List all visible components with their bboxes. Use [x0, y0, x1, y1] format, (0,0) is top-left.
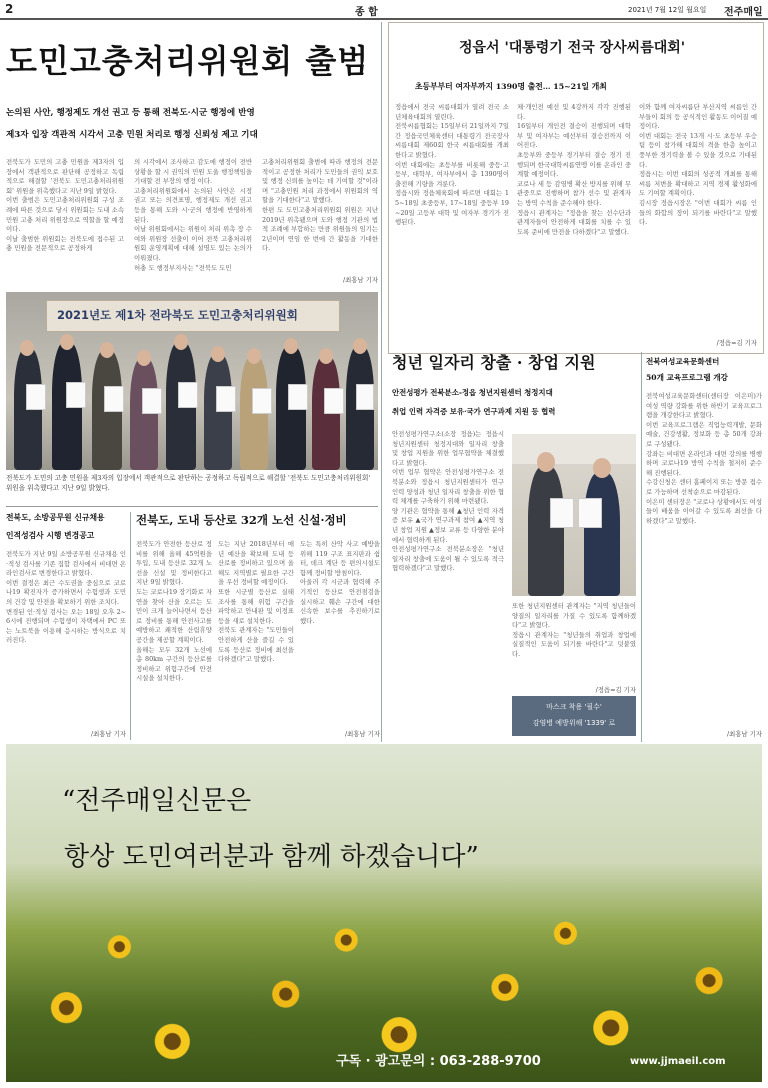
youth-jobs-body-col-1: 안전성평가연구소(소장 정읍)는 정읍시 청년지원센터 청정지대와 일자리 창출 및 창업 지원을 위한 업무협약을 체결했다고 밝혔다. 이번 업무 협약은 안전성평가연구소 전북분소와 정읍시 청년지원센터가 연구 인력 양성과 청년 일자리 창출을 위한 협력 체계를 구축하기 위해 마련됐다. 양 기관은 협약을 통해 ▲청년 인력 자격증 보유 ▲국가 연구과제 참여 ▲지역 청년 창업 지원 ▲정보 교류 등 다양한 분야에서 협력하게 된다. 안전성평가연구소 전북분소장은 "청년 일자리 창출에 도움이 될 수 있도록 적극 협력하겠다"고 말했다.: [392, 430, 504, 573]
hiking-body-col-3: 도는 특히 산악 사고 예방을 위해 119 구조 표지판과 쉼터, 데크 계단 등 편의시설도 함께 정비할 방침이다. 아울러 각 시군과 협력해 주기적인 등산로 안전점검을 실시하고 훼손 구간에 대한 신속한 보수를 추진하기로 했다.: [300, 540, 380, 625]
hiking-article: [136, 512, 380, 740]
cultural-center-title: 전북여성교육문화센터: [646, 357, 720, 366]
fire-exam-body: 전북도가 지난 9일 소방공무원 신규채용 인·적성 검사를 기존 집합 검사에서 비대면 온라인검사로 변경한다고 밝혔다. 이번 결정은 최근 수도권을 중심으로 코로나19 확진자가 증가하면서 수험생과 도민의 건강 및 안전을 확보하기 위한 조치다. 변경된 인·적성 검사는 오는 18일 오후 2~6시에 진행되며 수험생이 자택에서 PC 또는 노트북을 이용해 응시하는 방식으로 치러진다.: [6, 550, 126, 645]
hiking-body-col-2: 도는 지난 2018년부터 매년 예산을 확보해 도내 등산로를 정비하고 있으며 올해도 지역별로 필요한 구간을 우선 정비할 예정이다. 또한 시군별 등산로 실태 조사를 통해 위험 구간을 파악하고 안내판 및 이정표 등을 새로 설치한다. 전북도 관계자는 "도민들이 안전하게 산을 즐길 수 있도록 등산로 정비에 최선을 다하겠다"고 말했다.: [218, 540, 294, 664]
fire-exam-headline: 전북도, 소방공무원 신규채용: [6, 513, 105, 522]
main-headline: 도민고충처리위원회 출범: [6, 42, 370, 80]
main-article: [6, 22, 378, 492]
youth-jobs-body-col-2: 또한 청년지원센터 관계자는 "지역 청년들이 양질의 일자리를 가질 수 있도록 함께하겠다"고 밝혔다. 정읍시 관계자는 "청년들의 취업과 창업에 실질적인 도움이 되기를 바란다"고 덧붙였다.: [512, 602, 636, 658]
cultural-center-byline: /최홍남 기자: [726, 730, 762, 738]
cultural-center-subtitle: 50개 교육프로그램 개강: [646, 373, 728, 382]
main-subheadline-1: 논의된 사안, 행정제도 개선 권고 등 통해 전북도·시군 행정에 반영: [6, 108, 255, 118]
ssireum-headline: 정읍서 '대통령기 전국 장사씨름대회': [459, 40, 686, 56]
main-byline: /최홍남 기자: [342, 276, 378, 284]
ssireum-byline: /정읍=김 기자: [716, 339, 757, 347]
main-body-col-1: 전북도가 도민의 고충 민원을 제3자의 입장에서 객관적으로 판단해 공정하고 독립적으로 해결할 '전북도 도민고충처리위원회' 위원을 위촉했다고 지난 9일 밝혔다. 이번 출범은 도민고충처리위원회 구성 조례에 따른 것으로 당시 위원회는 도내 소속 민원 고충 처리 위원장으로 역할을 할 예정이다. 이날 출범한 위원회는 전북도에 접수된 고충 민원을 전문적으로 공정하게: [6, 158, 124, 253]
ad-notice-box: 마스크 착용 '필수' 감염병 예방위해 '1339' 로: [512, 696, 636, 736]
youth-jobs-article: [388, 350, 638, 740]
photo-banner: 2021년도 제1차 전라북도 도민고충처리위원회: [46, 300, 340, 332]
hiking-headline: 전북도, 도내 등산로 32개 노선 신설·정비: [136, 513, 347, 527]
cultural-center-body: 전북여성교육문화센터(센터장 이은미)가 여성 역량 강화를 위한 하반기 교육프로그램을 개강한다고 밝혔다. 이번 교육프로그램은 직업능력개발, 문화예술, 건강생활, 정보화 등 총 50개 강좌로 구성됐다. 강좌는 비대면 온라인과 대면 강의를 병행하며 코로나19 방역 수칙을 철저히 준수해 진행된다. 수강신청은 센터 홈페이지 또는 방문 접수로 가능하며 선착순으로 마감된다. 이은미 센터장은 "코로나 상황에서도 여성들이 배움을 이어갈 수 있도록 최선을 다하겠다"고 말했다.: [646, 392, 762, 525]
page-header: [0, 0, 768, 20]
ad-contact: 구독 · 광고문의 : 063-288-9700: [336, 1054, 541, 1069]
main-subheadline-2: 제3자 입장 객관적 시각서 고충 민원 처리로 행정 신뢰성 제고 기대: [6, 130, 258, 140]
section-title: 종 합: [355, 7, 378, 18]
ssireum-body-col-3: 이와 함께 여자씨름단 부산지역 씨름인 간부들이 회의 등 공식적인 활동도 이어질 예정이다. 이번 대회는 전국 13개 시·도 초등부 우승팀 등이 참가해 대회의 격을 한층 높이고 풍부한 경기력을 볼 수 있을 것으로 기대된다. 정읍시는 이번 대회의 성공적 개최를 통해 씨름 저변을 확대하고 지역 경제 활성화에도 기여할 계획이다. 김시장 정읍시장은 "이번 대회가 씨름 인들의 화합의 장이 되기를 바란다"고 말했다.: [639, 103, 757, 227]
ad-line-1: “전주매일신문은: [62, 786, 252, 816]
ssireum-subheadline: 초등부부터 여자부까지 1390명 출전… 15~21일 개최: [415, 82, 607, 91]
sunflower-ad[interactable]: [6, 744, 762, 1082]
ad-url[interactable]: www.jjmaeil.com: [630, 1056, 726, 1067]
ad-line-2: 항상 도민여러분과 함께 하겠습니다”: [64, 842, 479, 872]
fire-exam-byline: /최홍남 기자: [90, 730, 126, 738]
cultural-center-article: [646, 352, 762, 740]
hiking-body-col-1: 전북도가 안전한 등산로 정비를 위해 올해 45억원을 투입, 도내 등산로 32개 노선을 신설 및 정비한다고 지난 9일 밝혔다. 도는 코로나19 장기화로 자연을 찾아 산을 오르는 도민이 크게 늘어나면서 등산로 정비를 통해 안전사고를 예방하고 쾌적한 산림휴양 공간을 제공할 계획이다. 올해는 모두 32개 노선에 총 80km 구간의 등산로를 정비하고 위험구간에 안전시설을 설치한다.: [136, 540, 212, 683]
group-photo: [6, 292, 378, 470]
agreement-photo: [512, 434, 636, 596]
ssireum-body-col-1: 정읍에서 전국 씨름대회가 열려 전국 소년체육대회의 열린다. 전북씨름협회는 15일부터 21일까지 7일간 정읍국민체육센터 대통령기 전국장사씨름대회 제60회 한국 씨름대회를 개최한다고 밝혔다. 이번 대회에는 초등부를 비롯해 중등·고등부, 대학부, 여자부에서 총 1390명이 출전해 기량을 겨룬다. 정읍시와 정읍체육회에 따르면 대회는 15~18일 초중등부, 17~18일 중등부 19~20일 고등부 대학 및 여자부 경기가 진행된다.: [395, 103, 509, 227]
page-number: 2: [5, 2, 14, 16]
main-body-col-3: 고충처리위원회 출범에 따라 행정의 전문적이고 공정한 처리가 도민들의 권익 보호 및 행정 신뢰를 높이는 데 기여할 것"이라며 "고충민원 처리 과정에서 위원회의 역할을 기대한다"고 말했다. 한편 도 도민고충처리위원회 위원은 지난 2019년 위촉됐으며 도와 행정 기관의 법적 조례에 부합하는 만큼 위원들의 임기는 2년이며 연임 한 번에 간 활동을 기대한다.: [262, 158, 378, 253]
ssireum-body-col-2: 체·개인전 예선 및 4강까지 각각 진행된다. 16일부터 개인전 결승이 진행되며 대학부 및 여자부는 예선부터 결승전까지 이어진다. 초등부와 중등부 경기부터 결승 경기 진행되며 한국대학씨름연맹 이를 온라인 중계할 예정이다. 코로나 세 등 감염병 확산 방지를 위해 무관중으로 진행하며 참가 선수 및 관계자는 방역 수칙을 준수해야 한다. 정읍시 관계자는 "정읍을 찾는 선수단과 관계자들이 안전하게 대회를 치를 수 있도록 준비에 만전을 다하겠다"고 말했다.: [517, 103, 631, 236]
youth-jobs-subheadline-1: 안전성평가 전북분소-정읍 청년지원센터 청정지대: [392, 388, 553, 397]
main-body-col-2: 의 시각에서 조사하고 감도에 행정이 전반 상황을 할 시 권익의 민원 도울 행정책임을 기대할 전 부장의 행정 이다. 고충처리위원회에서 논의된 사안은 시정 권고 또는 의견표명, 행정제도 개선 권고 등을 통해 도와 시·군의 행정에 반영하게 된다. 이날 위원회에서는 위원이 처리 위촉 장 수여와 위원장 선출이 이어 전북 고충처리위원회 운영계획에 대해 설명도 있는 논의가 이뤄졌다. 허충 도 행정부지사는 "전북도 도민: [134, 158, 252, 272]
fire-exam-article: [6, 512, 126, 740]
ssireum-article: [388, 22, 764, 354]
group-photo-caption: 전북도가 도민의 고충 민원을 제3자의 입장에서 객관적으로 판단하는 공정하고 독립적으로 해결할 '전북도 도민고충처리위원회' 위원을 위촉했다고 지난 9일 밝혔다.: [6, 474, 371, 492]
paper-name: 전주매일: [724, 7, 763, 18]
youth-jobs-byline: /정읍=김 기자: [595, 686, 636, 694]
fire-exam-subheadline: 인적성검사 시행 변경공고: [6, 531, 95, 540]
youth-jobs-headline: 청년 일자리 창출 · 창업 지원: [392, 353, 596, 372]
youth-jobs-subheadline-2: 취업 인력 자격증 보유·국가 연구과제 지원 등 협력: [392, 407, 556, 416]
issue-date: 2021년 7월 12일 월요일: [628, 6, 707, 14]
hiking-byline: /최홍남 기자: [344, 730, 380, 738]
